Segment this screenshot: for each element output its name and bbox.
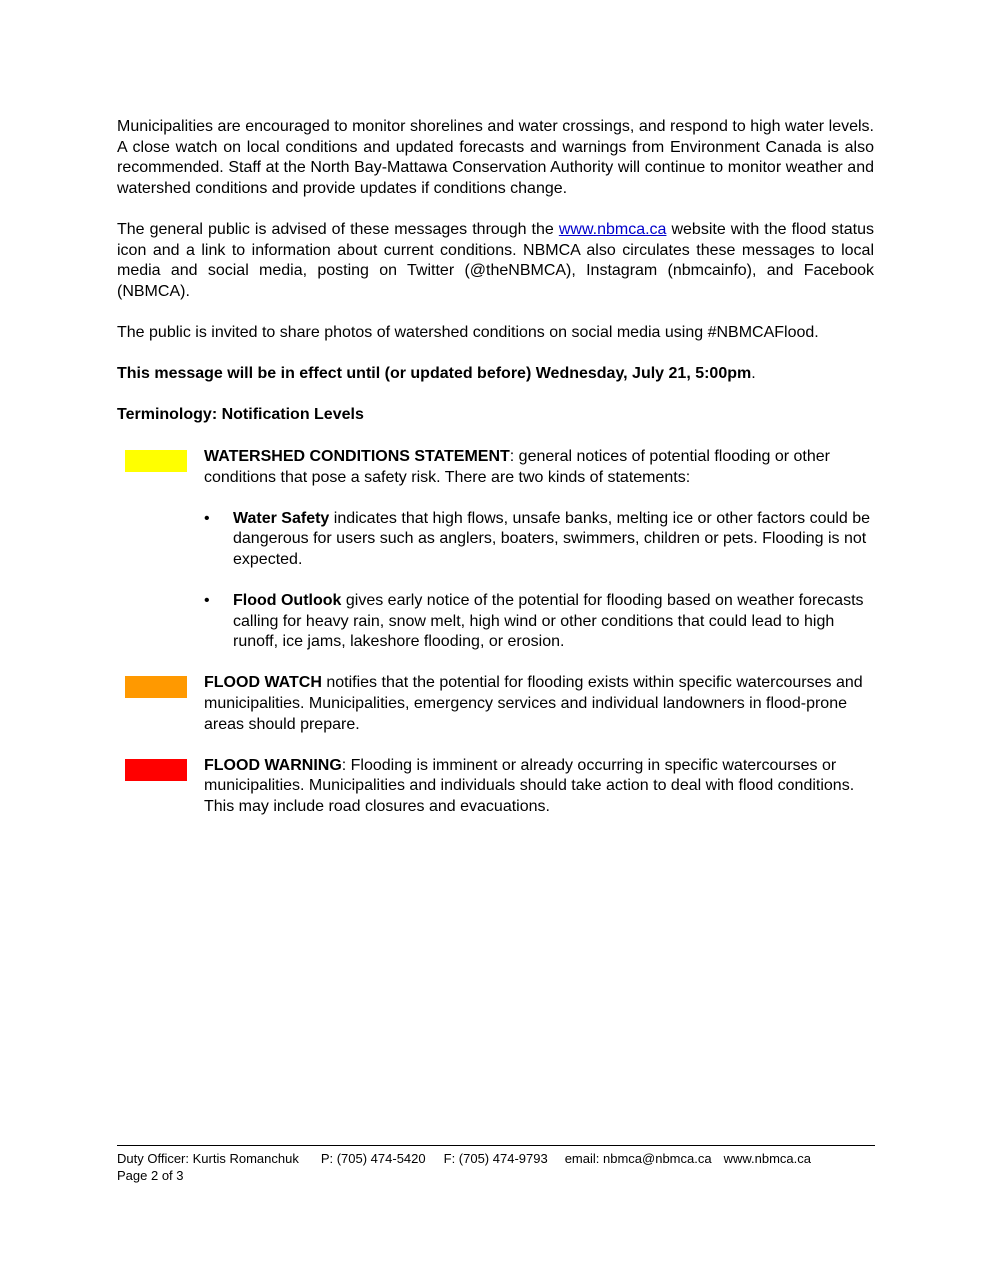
orange-level-swatch — [125, 676, 187, 698]
level-title: FLOOD WATCH — [204, 674, 322, 692]
page-footer — [117, 1145, 875, 1184]
bullet-icon: • — [204, 509, 210, 527]
list-item-water-safety — [204, 509, 874, 571]
nbmca-website-link[interactable]: www.nbmca.ca — [558, 220, 667, 238]
effect-notice-text: This message will be in effect until (or updated before) Wednesday, July 21, 5:00pm — [117, 365, 752, 383]
municipalities-paragraph: Municipalities are encouraged to monitor shorelines and water crossings, and respond to high water levels. A close watch on local conditions and updated forecasts and warnings from Environment Canada is also recommended. Staff at the North Bay-Mattawa Conservation Authority will continue to monitor weather and watershed conditions and provide updates if conditions change. — [117, 118, 874, 197]
bullet-text: indicates that high flows, unsafe banks, melting ice or other factors could be dangerous for users such as anglers, boaters, swimmers, children or pets. Flooding is not expected. — [233, 509, 871, 568]
level-text: notifies that the potential for flooding exists within specific watercourses and municipalities. Municipalities, emergency services and individual landowners in flood-prone areas should prepare. — [204, 674, 863, 733]
footer-fax: F: (705) 474-9793 — [443, 1151, 548, 1166]
terminology-heading: Terminology: Notification Levels — [117, 406, 364, 424]
bullet-title: Water Safety — [233, 509, 330, 527]
level-flood-watch — [117, 673, 874, 735]
level-title: FLOOD WARNING — [204, 756, 342, 774]
level-description — [204, 447, 874, 488]
level-separator: : — [509, 447, 519, 465]
public-advisory-paragraph — [117, 220, 874, 302]
page-content — [117, 117, 874, 838]
level-text: general notices of potential flooding or other conditions that pose a safety risk. There are two kinds of statements: — [204, 447, 830, 486]
yellow-level-swatch — [125, 450, 187, 472]
bullet-text: gives early notice of the potential for flooding based on weather forecasts calling for heavy rain, snow melt, high wind or other conditions that could lead to high runoff, ice jams, lakeshore flooding, or erosion. — [233, 592, 864, 651]
bullet-icon: • — [204, 592, 210, 610]
level-description — [204, 673, 874, 735]
level-text: Flooding is imminent or already occurring in specific watercourses or municipalities. Municipalities and individuals should take action to deal with flood conditions. This may include road closures and evacuations. — [204, 756, 855, 815]
footer-email: email: nbmca@nbmca.ca — [564, 1151, 712, 1166]
footer-phone: P: (705) 474-5420 — [320, 1151, 426, 1166]
footer-duty-officer: Duty Officer: Kurtis Romanchuk — [117, 1151, 299, 1166]
level-description — [204, 756, 874, 818]
list-item-flood-outlook — [204, 591, 874, 653]
effect-notice-period: . — [751, 365, 756, 383]
statement-kinds-list — [204, 509, 874, 653]
advisory-text-end: website with the flood status icon and a link to information about current conditions. NBMCA also circulates these messages to local media and social media, posting on Twitter (@theNBMCA), Instagram (nbmcainfo), and Facebook (NBMCA). — [117, 220, 874, 300]
footer-contact-row — [117, 1150, 875, 1167]
level-title: WATERSHED CONDITIONS STATEMENT — [204, 447, 510, 465]
level-separator: : — [341, 756, 351, 774]
footer-page-number: Page 2 of 3 — [117, 1168, 184, 1183]
advisory-text-start: The general public is advised of these messages through the — [117, 220, 559, 238]
footer-website: www.nbmca.ca — [723, 1151, 811, 1166]
level-watershed-conditions-statement — [117, 447, 874, 653]
share-photos-paragraph: The public is invited to share photos of watershed conditions on social media using #NBMCAFlood. — [117, 323, 819, 341]
effect-notice — [117, 364, 874, 385]
red-level-swatch — [125, 759, 187, 781]
level-flood-warning — [117, 756, 874, 818]
bullet-title: Flood Outlook — [233, 592, 342, 610]
